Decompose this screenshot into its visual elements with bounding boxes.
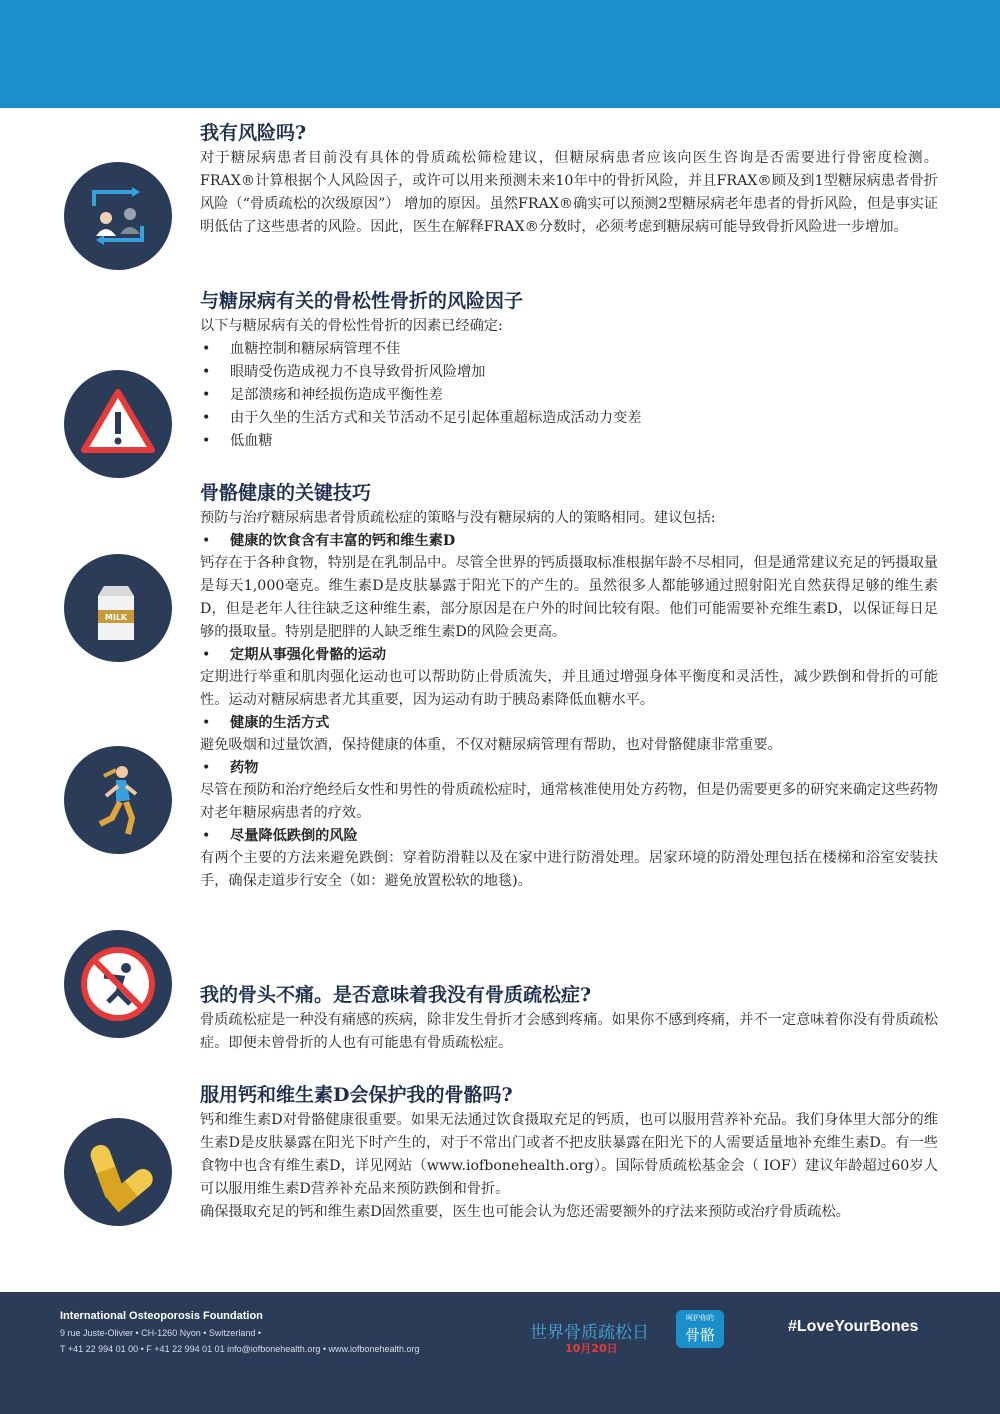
doctor-patient-swap-icon: [64, 162, 172, 270]
milk-carton-icon: [64, 554, 172, 662]
tips-title: 骨骼健康的关键技巧: [200, 482, 372, 504]
list-item: • 低血糖: [200, 430, 938, 453]
top-color-band: [0, 0, 1000, 108]
pain-title: 我的骨头不痛。是否意味着我没有骨质疏松症?: [200, 984, 592, 1006]
badge-small-text: 呵护你的: [686, 1314, 714, 1322]
org-contact: T +41 22 994 01 00 • F +41 22 994 01 01 info@iofbonehealth.org • www.iofbonehealth.org: [60, 1344, 420, 1354]
risk-title: 我有风险吗?: [200, 122, 307, 144]
capsule-icon: [64, 1118, 172, 1226]
list-item: • 足部溃疡和神经损伤造成平衡性差: [200, 384, 938, 407]
tips-section: [200, 480, 938, 893]
supplements-title: 服用钙和维生素D会保护我的骨骼吗?: [200, 1084, 513, 1106]
world-day-date: 10月20日: [565, 1342, 618, 1355]
tips-intro: 预防与治疗糖尿病患者骨质疏松症的策略与没有糖尿病的人的策略相同。建议包括:: [200, 510, 716, 526]
org-address: 9 rue Juste-Olivier • CH-1260 Nyon • Switzerland •: [60, 1328, 262, 1338]
factors-list: [200, 338, 938, 453]
warning-triangle-icon: [64, 370, 172, 478]
list-item: • 血糖控制和糖尿病管理不佳: [200, 338, 938, 361]
no-falling-icon: [64, 930, 172, 1038]
diet-title: • 健康的饮食含有丰富的钙和维生素D: [200, 530, 938, 552]
exercise-title: • 定期从事强化骨骼的运动: [200, 644, 938, 666]
falls-body: 有两个主要的方法来避免跌倒：穿着防滑鞋以及在家中进行防滑处理。居家环境的防滑处理包括在楼梯和浴室安装扶手，确保走道步行安全（如：避免放置松软的地毯)。: [200, 850, 938, 889]
list-item: • 由于久坐的生活方式和关节活动不足引起体重超标造成活动力变差: [200, 407, 938, 430]
diet-body: 钙存在于各种食物，特别是在乳制品中。尽管全世界的钙质摄取标准根据年龄不尽相同，但是通常建议充足的钙摄取量是每天1,000毫克。维生素D是皮肤暴露于阳光下的产生的。虽然很多人都能够通过照射阳光自然获得足够的维生素D，但是老年人往往缺乏这种维生素，部分原因是在户外的时间比较有限。他们可能需要补充维生素D，以保证每日足够的摄取量。特别是肥胖的人缺乏维生素D的风险会更高。: [200, 555, 938, 640]
lifestyle-body: 避免吸烟和过量饮酒，保持健康的体重，不仅对糖尿病管理有帮助，也对骨骼健康非常重要。: [200, 737, 782, 753]
pain-section: [200, 982, 938, 1055]
milk-label: MILK: [104, 613, 128, 622]
badge-big-text: 骨骼: [684, 1326, 715, 1344]
pain-body: 骨质疏松症是一种没有痛感的疾病，除非发生骨折才会感到疼痛。如果你不感到疼痛，并不一定意味着你没有骨质疏松症。即便未曾骨折的人也有可能患有骨质疏松症。: [200, 1012, 938, 1051]
supplements-body: 钙和维生素D对骨骼健康很重要。如果无法通过饮食摄取充足的钙质，也可以服用营养补充品。我们身体里大部分的维生素D是皮肤暴露在阳光下时产生的，对于不常出门或者不把皮肤暴露在阳光下的人需要适量地补充维生素D。有一些食物中也含有维生素D，详见网站（www.iofbonehealth.org）。国际骨质疏松基金会（ IOF）建议年龄超过60岁人可以服用维生素D营养补充品来预防跌倒和骨折。: [200, 1112, 938, 1197]
footer: [0, 1292, 1000, 1414]
list-item: • 眼睛受伤造成视力不良导致骨折风险增加: [200, 361, 938, 384]
hashtag: #LoveYourBones: [788, 1318, 919, 1335]
bone-care-badge: [676, 1310, 724, 1348]
supplements-section: [200, 1082, 938, 1224]
medicine-body: 尽管在预防和治疗绝经后女性和男性的骨质疏松症时，通常核准使用处方药物，但是仍需要更多的研究来确定这些药物对老年糖尿病患者的疗效。: [200, 782, 938, 821]
medicine-title: • 药物: [200, 757, 938, 779]
factors-title: 与糖尿病有关的骨松性骨折的风险因子: [200, 290, 524, 312]
risk-section: [200, 120, 938, 239]
factors-intro: 以下与糖尿病有关的骨松性骨折的因素已经确定:: [200, 318, 503, 334]
exercise-body: 定期进行举重和肌肉强化运动也可以帮助防止骨质流失，并且通过增强身体平衡度和灵活性，减少跌倒和骨折的可能性。运动对糖尿病患者尤其重要，因为运动有助于胰岛素降低血糖水平。: [200, 669, 938, 708]
world-day-title: 世界骨质疏松日: [530, 1323, 649, 1343]
lifestyle-title: • 健康的生活方式: [200, 712, 938, 734]
falls-title: • 尽量降低跌倒的风险: [200, 825, 938, 847]
risk-body: 对于糖尿病患者目前没有具体的骨质疏松筛检建议，但糖尿病患者应该向医生咨询是否需要进行骨密度检测。 FRAX®计算根据个人风险因子，或许可以用来预测未来10年中的骨折风险，并且FRAX®顾及到1型糖尿病患者骨折风险（“骨质疏松的次级原因”） 增加的原因。虽然FRAX®确实可以预测2型糖尿病老年患者的骨折风险，但是事实证明低估了这些患者的风险。因此，医生在解释FRAX®分数时，必须考虑到糖尿病可能导致骨折风险进一步增加。: [200, 150, 938, 235]
org-name: International Osteoporosis Foundation: [60, 1310, 263, 1322]
factors-section: [200, 288, 938, 453]
runner-icon: [64, 746, 172, 854]
supplements-body-2: 确保摄取充足的钙和维生素D固然重要，医生也可能会认为您还需要额外的疗法来预防或治疗骨质疏松。: [200, 1204, 850, 1220]
